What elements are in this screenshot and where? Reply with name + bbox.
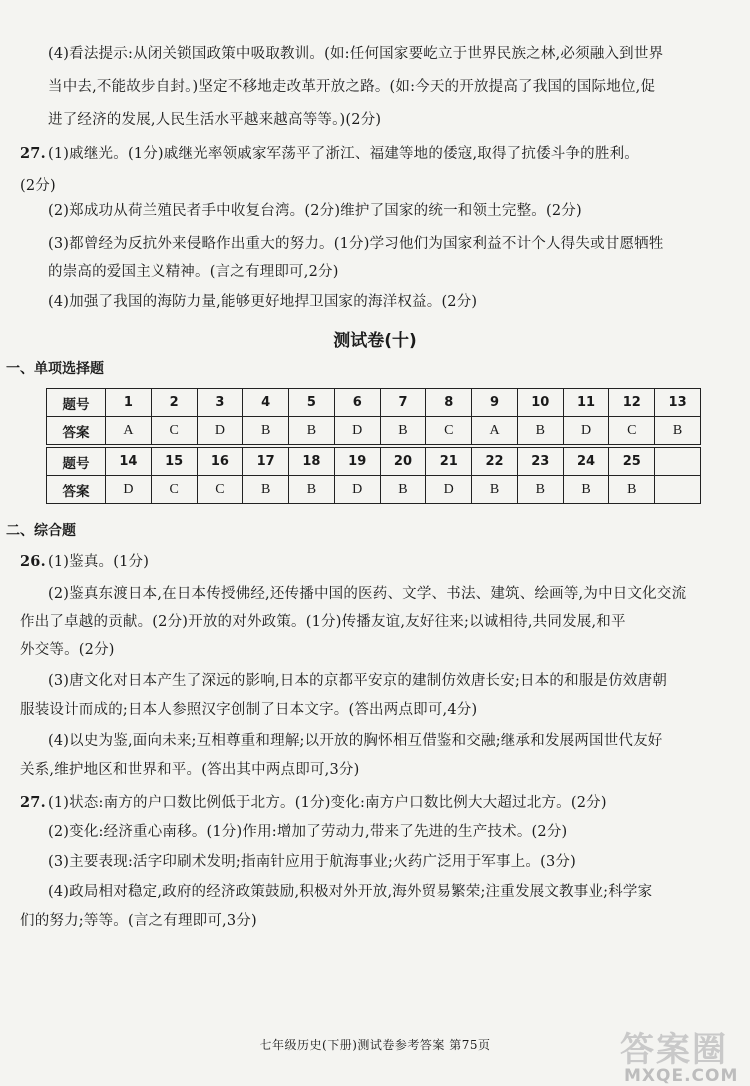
table-cell: B <box>380 476 426 504</box>
answer-line: (1)鉴真。(1分) <box>48 554 150 570</box>
table-cell: A <box>106 417 152 445</box>
table-cell: 13 <box>655 389 701 417</box>
answer-line: 当中去,不能故步自封。)坚定不移地走改革开放之路。(如:今天的开放提高了我国的国际地位,促 <box>48 79 656 95</box>
table-cell: D <box>197 417 243 445</box>
answer-line: (2)鉴真东渡日本,在日本传授佛经,还传播中国的医药、文学、书法、建筑、绘画等,为中日文化交流 <box>48 586 687 602</box>
table-cell: 8 <box>426 389 472 417</box>
section-heading-comprehensive: 二、综合题 <box>6 523 76 539</box>
table-cell: C <box>151 476 197 504</box>
table-cell: B <box>609 476 655 504</box>
table-cell: D <box>334 476 380 504</box>
table-cell: 25 <box>609 448 655 476</box>
table-cell: B <box>655 417 701 445</box>
answer-line: (1)戚继光。(1分)戚继光率领戚家军荡平了浙江、福建等地的倭寇,取得了抗倭斗争的胜利。 <box>48 146 639 162</box>
answer-line: (2分) <box>20 178 56 194</box>
table-cell: 19 <box>334 448 380 476</box>
answer-line: 外交等。(2分) <box>20 642 115 658</box>
answer-line: (2)郑成功从荷兰殖民者手中收复台湾。(2分)维护了国家的统一和领土完整。(2分) <box>48 203 582 219</box>
table-cell: 24 <box>563 448 609 476</box>
answer-line: (4)以史为鉴,面向未来;互相尊重和理解;以开放的胸怀相互借鉴和交融;继承和发展两国世代友好 <box>48 733 663 749</box>
answer-line: 进了经济的发展,人民生活水平越来越高等等。)(2分) <box>48 112 382 128</box>
answer-line: (3)都曾经为反抗外来侵略作出重大的努力。(1分)学习他们为国家利益不计个人得失或甘愿牺牲 <box>48 236 664 252</box>
table-cell: 21 <box>426 448 472 476</box>
test-title: 测试卷(十) <box>333 331 417 351</box>
table-cell: D <box>334 417 380 445</box>
answer-line: 服装设计而成的;日本人参照汉字创制了日本文字。(答出两点即可,4分) <box>20 702 478 718</box>
table-cell: B <box>380 417 426 445</box>
watermark-text-top: 答案圈 <box>620 1030 728 1070</box>
answer-line: 关系,维护地区和世界和平。(答出其中两点即可,3分) <box>20 762 360 778</box>
table-cell: D <box>563 417 609 445</box>
table-row-numbers <box>47 389 701 417</box>
question-number-26: 26. <box>20 553 46 570</box>
table-cell: 9 <box>472 389 518 417</box>
answer-table-1 <box>46 388 701 445</box>
table-cell: 12 <box>609 389 655 417</box>
answer-table-2 <box>46 447 701 504</box>
table-cell: B <box>243 476 289 504</box>
table-cell: B <box>243 417 289 445</box>
table-cell <box>655 476 701 504</box>
table-row-answers <box>47 417 701 445</box>
table-row-numbers <box>47 448 701 476</box>
table-cell <box>655 448 701 476</box>
answer-line: 们的努力;等等。(言之有理即可,3分) <box>20 913 257 929</box>
table-cell: 1 <box>106 389 152 417</box>
table-cell: B <box>289 417 335 445</box>
table-cell: C <box>151 417 197 445</box>
question-number-27a: 27. <box>20 145 46 162</box>
table-cell: B <box>563 476 609 504</box>
table-cell: 2 <box>151 389 197 417</box>
table-cell: 14 <box>106 448 152 476</box>
table-cell: 23 <box>517 448 563 476</box>
answer-line: 作出了卓越的贡献。(2分)开放的对外政策。(1分)传播友谊,友好往来;以诚相待,共同发展,和平 <box>20 614 626 630</box>
table-header-cell: 答案 <box>47 417 106 445</box>
answer-line: (1)状态:南方的户口数比例低于北方。(1分)变化:南方户口数比例大大超过北方。(2分) <box>48 795 607 811</box>
answer-line: (2)变化:经济重心南移。(1分)作用:增加了劳动力,带来了先进的生产技术。(2分) <box>48 824 568 840</box>
table-cell: B <box>517 476 563 504</box>
section-heading-choice: 一、单项选择题 <box>6 361 104 377</box>
answer-line: (4)加强了我国的海防力量,能够更好地捍卫国家的海洋权益。(2分) <box>48 294 478 310</box>
table-cell: 18 <box>289 448 335 476</box>
table-cell: B <box>472 476 518 504</box>
table-cell: 11 <box>563 389 609 417</box>
table-cell: 6 <box>334 389 380 417</box>
table-cell: B <box>289 476 335 504</box>
answer-line: (3)主要表现:活字印刷术发明;指南针应用于航海事业;火药广泛用于军事上。(3分) <box>48 854 576 870</box>
answer-line: (4)看法提示:从闭关锁国政策中吸取教训。(如:任何国家要屹立于世界民族之林,必须融入到世界 <box>48 46 664 62</box>
table-row-answers <box>47 476 701 504</box>
table-cell: 3 <box>197 389 243 417</box>
answer-line: (4)政局相对稳定,政府的经济政策鼓励,积极对外开放,海外贸易繁荣;注重发展文教事业;科学家 <box>48 884 653 900</box>
table-cell: 17 <box>243 448 289 476</box>
table-cell: 10 <box>517 389 563 417</box>
table-cell: C <box>197 476 243 504</box>
table-cell: B <box>517 417 563 445</box>
answer-line: 的崇高的爱国主义精神。(言之有理即可,2分) <box>48 264 339 280</box>
watermark-text-bottom: MXQE.COM <box>624 1066 739 1086</box>
table-cell: A <box>472 417 518 445</box>
table-header-cell: 题号 <box>47 448 106 476</box>
table-cell: 4 <box>243 389 289 417</box>
table-cell: 20 <box>380 448 426 476</box>
page-footer: 七年级历史(下册)测试卷参考答案 第75页 <box>259 1038 491 1052</box>
answer-line: (3)唐文化对日本产生了深远的影响,日本的京都平安京的建制仿效唐长安;日本的和服是仿效唐朝 <box>48 673 668 689</box>
table-cell: D <box>106 476 152 504</box>
watermark-logo <box>600 1022 750 1084</box>
table-cell: C <box>609 417 655 445</box>
question-number-27: 27. <box>20 794 46 811</box>
table-header-cell: 答案 <box>47 476 106 504</box>
table-cell: 15 <box>151 448 197 476</box>
table-cell: 7 <box>380 389 426 417</box>
table-cell: C <box>426 417 472 445</box>
table-cell: 16 <box>197 448 243 476</box>
table-cell: D <box>426 476 472 504</box>
table-cell: 22 <box>472 448 518 476</box>
table-cell: 5 <box>289 389 335 417</box>
table-header-cell: 题号 <box>47 389 106 417</box>
